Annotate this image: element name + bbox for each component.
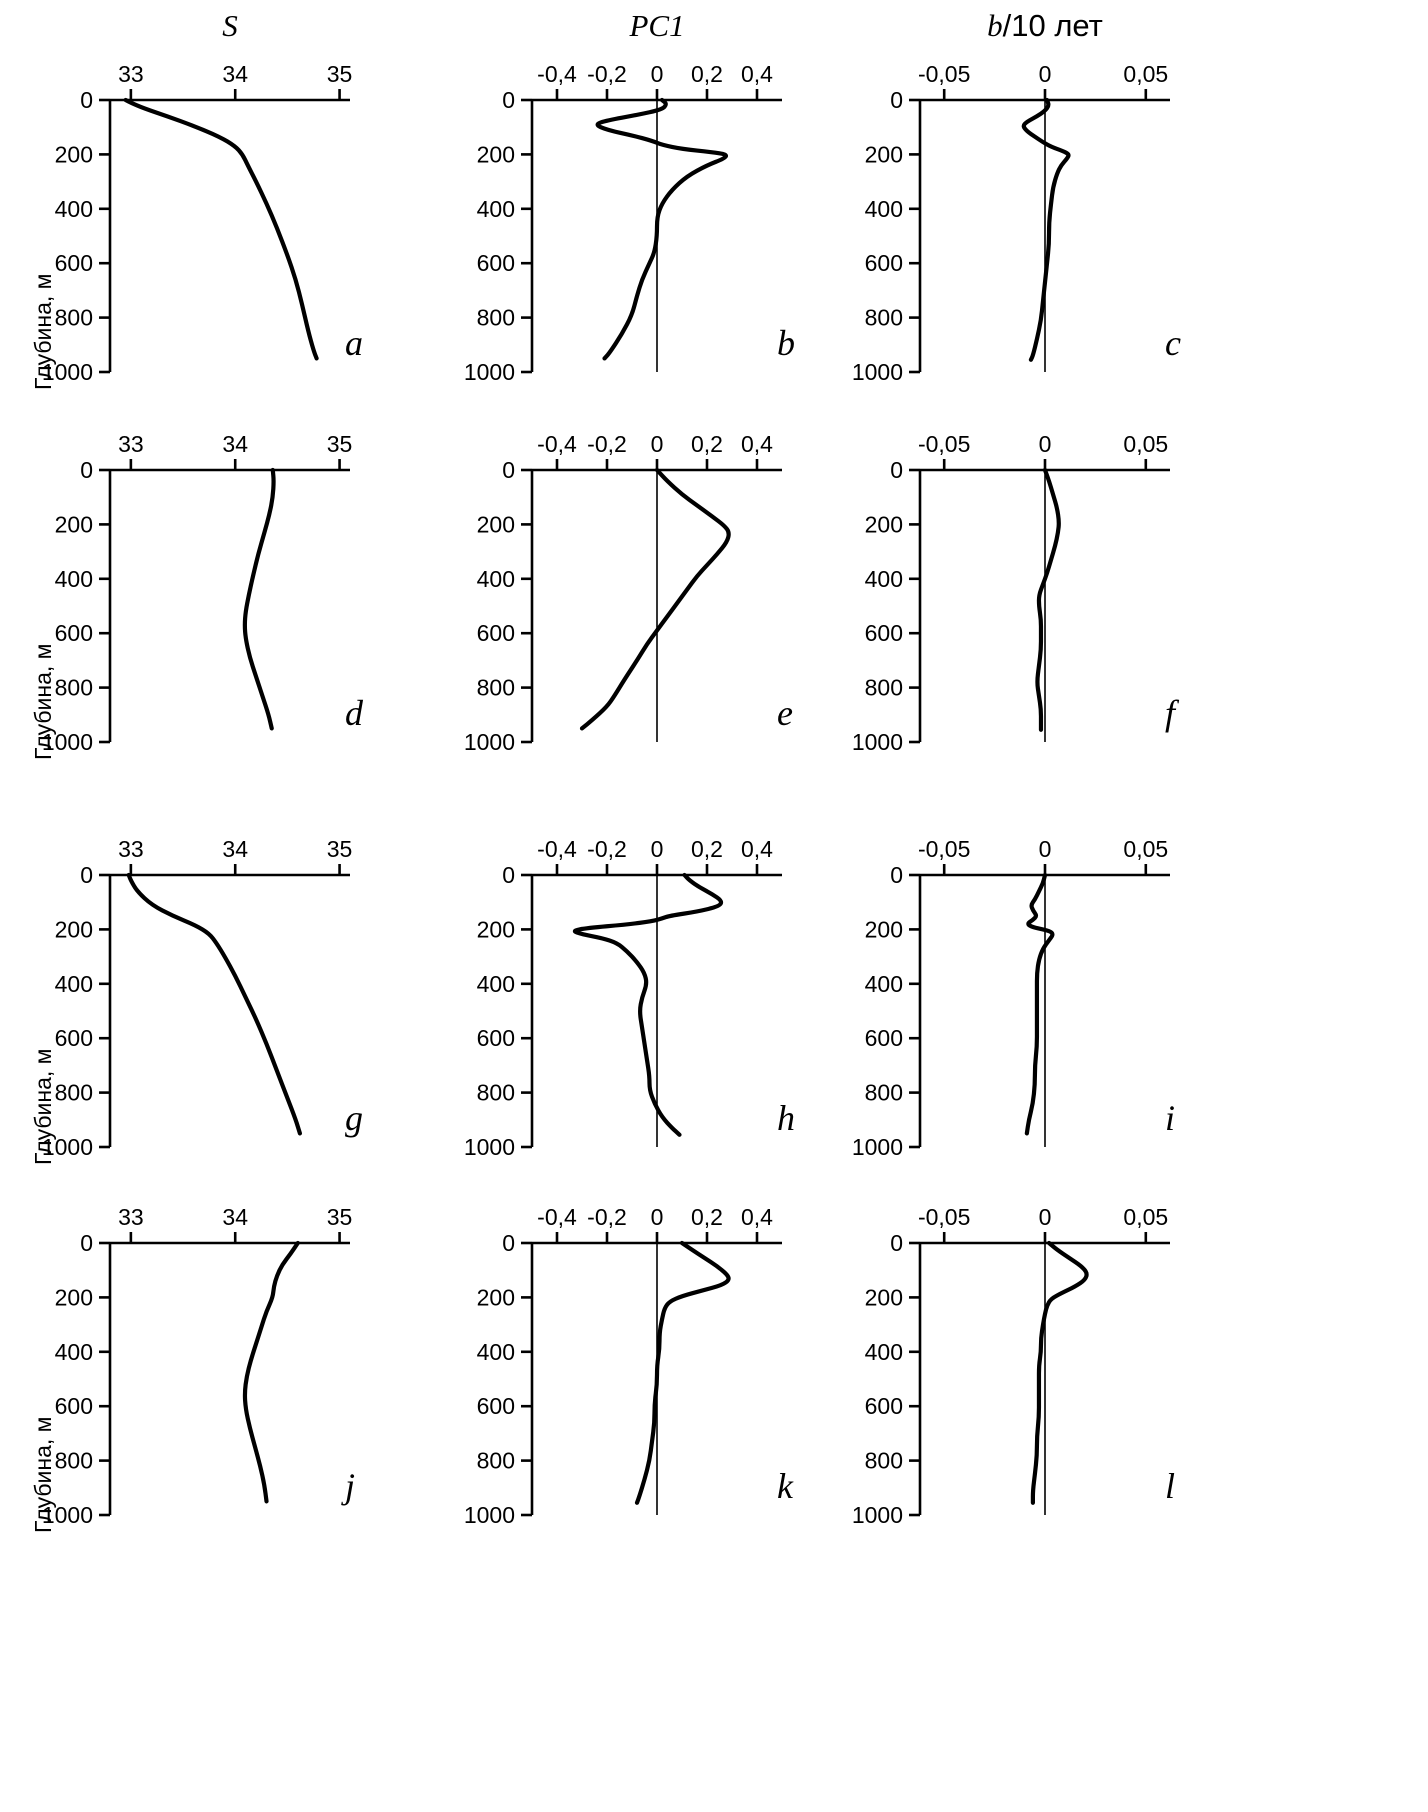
x-tick-label: 35 xyxy=(326,836,353,862)
x-tick-label: -0,05 xyxy=(917,836,971,862)
y-tick-label: 1000 xyxy=(851,359,903,385)
x-tick-label: 0,05 xyxy=(1123,836,1169,862)
y-tick-label: 200 xyxy=(476,511,515,538)
y-tick-label: 0 xyxy=(80,862,93,888)
x-tick-label: 0,2 xyxy=(691,836,723,862)
y-tick-label: 1000 xyxy=(463,729,515,755)
data-curve-c xyxy=(1024,100,1069,360)
y-tick-label: 600 xyxy=(54,1393,93,1420)
x-tick-label: 0 xyxy=(650,61,664,87)
data-curve-a xyxy=(126,100,317,358)
y-tick-label: 600 xyxy=(54,250,93,277)
panel-letter-h: h xyxy=(777,1098,795,1138)
x-tick-label: 34 xyxy=(222,61,249,87)
y-tick-label: 400 xyxy=(476,970,515,997)
x-tick-label: -0,4 xyxy=(537,431,577,457)
y-tick-label: 600 xyxy=(476,1393,515,1420)
y-tick-label: 400 xyxy=(476,1338,515,1365)
panel-letter-a: a xyxy=(345,323,363,363)
y-tick-label: 200 xyxy=(864,511,903,538)
y-tick-label: 800 xyxy=(476,674,515,701)
panel-letter-g: g xyxy=(345,1098,363,1138)
y-tick-label: 400 xyxy=(54,195,93,222)
y-tick-label: 200 xyxy=(54,511,93,538)
y-tick-label: 200 xyxy=(54,1284,93,1311)
y-tick-label: 600 xyxy=(476,1025,515,1052)
y-tick-label: 400 xyxy=(864,565,903,592)
y-tick-label: 600 xyxy=(864,1393,903,1420)
data-curve-d xyxy=(245,470,274,728)
x-tick-label: 0 xyxy=(650,1204,664,1230)
column-title-symbol: b xyxy=(987,8,1003,43)
x-tick-label: -0,05 xyxy=(917,431,971,457)
x-tick-label: 35 xyxy=(326,1204,353,1230)
y-tick-label: 0 xyxy=(80,87,93,113)
panel-letter-k: k xyxy=(777,1466,793,1506)
x-tick-label: 0 xyxy=(1038,61,1052,87)
x-tick-label: 0 xyxy=(650,431,664,457)
y-tick-label: 800 xyxy=(864,304,903,331)
y-tick-label: 600 xyxy=(864,250,903,277)
data-curve-h xyxy=(575,875,721,1135)
y-tick-label: 800 xyxy=(476,304,515,331)
x-tick-label: -0,4 xyxy=(537,1204,577,1230)
y-tick-label: 1000 xyxy=(463,1134,515,1160)
panel-letter-l: l xyxy=(1165,1466,1176,1506)
y-tick-label: 600 xyxy=(54,620,93,647)
x-tick-label: 33 xyxy=(118,836,144,862)
data-curve-g xyxy=(129,875,300,1133)
y-tick-label: 400 xyxy=(54,1338,93,1365)
data-curve-i xyxy=(1027,875,1053,1133)
y-tick-label: 200 xyxy=(476,916,515,943)
x-tick-label: 35 xyxy=(326,431,353,457)
y-tick-label: 800 xyxy=(54,304,93,331)
x-tick-label: 33 xyxy=(118,61,144,87)
panel-letter-i: i xyxy=(1165,1098,1176,1138)
panel-letter-j: j xyxy=(345,1466,356,1506)
column-title-suffix: /10 лет xyxy=(1002,8,1103,43)
y-tick-label: 600 xyxy=(864,1025,903,1052)
x-tick-label: 0 xyxy=(1038,836,1052,862)
data-curve-l xyxy=(1033,1243,1087,1503)
y-tick-label: 800 xyxy=(476,1079,515,1106)
x-tick-label: -0,05 xyxy=(917,1204,971,1230)
panel-letter-f: f xyxy=(1165,693,1176,733)
y-tick-label: 1000 xyxy=(41,359,93,385)
x-tick-label: -0,2 xyxy=(587,61,627,87)
data-curve-b xyxy=(598,100,726,358)
column-title-suffix: 1 xyxy=(669,8,685,43)
y-axis-label-row-3: Глубина, м xyxy=(30,1048,56,1165)
y-tick-label: 0 xyxy=(890,1230,903,1256)
y-tick-label: 1000 xyxy=(41,1502,93,1528)
y-tick-label: 200 xyxy=(54,141,93,168)
x-tick-label: 0,05 xyxy=(1123,61,1169,87)
y-tick-label: 600 xyxy=(476,250,515,277)
y-tick-label: 200 xyxy=(864,1284,903,1311)
y-tick-label: 400 xyxy=(864,195,903,222)
x-tick-label: 0,2 xyxy=(691,61,723,87)
y-tick-label: 200 xyxy=(864,916,903,943)
x-tick-label: 34 xyxy=(222,1204,249,1230)
y-tick-label: 0 xyxy=(502,1230,515,1256)
x-tick-label: 0,4 xyxy=(741,61,773,87)
x-tick-label: -0,2 xyxy=(587,1204,627,1230)
x-tick-label: 0,2 xyxy=(691,431,723,457)
x-tick-label: 0 xyxy=(1038,1204,1052,1230)
y-tick-label: 800 xyxy=(864,1447,903,1474)
y-tick-label: 0 xyxy=(80,1230,93,1256)
x-tick-label: 0,05 xyxy=(1123,1204,1169,1230)
y-tick-label: 800 xyxy=(864,1079,903,1106)
x-tick-label: -0,2 xyxy=(587,836,627,862)
data-curve-f xyxy=(1037,470,1058,730)
y-tick-label: 600 xyxy=(864,620,903,647)
y-tick-label: 1000 xyxy=(851,729,903,755)
y-tick-label: 1000 xyxy=(463,359,515,385)
y-tick-label: 1000 xyxy=(463,1502,515,1528)
y-tick-label: 400 xyxy=(864,1338,903,1365)
data-curve-k xyxy=(637,1243,729,1503)
y-tick-label: 800 xyxy=(476,1447,515,1474)
column-title-symbol: S xyxy=(222,8,238,43)
y-tick-label: 400 xyxy=(54,970,93,997)
x-tick-label: -0,4 xyxy=(537,836,577,862)
y-tick-label: 0 xyxy=(502,87,515,113)
column-title-symbol: PC xyxy=(629,8,670,43)
panel-letter-e: e xyxy=(777,693,793,733)
x-tick-label: 33 xyxy=(118,431,144,457)
data-curve-e xyxy=(582,470,729,728)
x-tick-label: 34 xyxy=(222,431,249,457)
y-tick-label: 400 xyxy=(476,195,515,222)
x-tick-label: 35 xyxy=(326,61,353,87)
x-tick-label: 0 xyxy=(650,836,664,862)
y-tick-label: 800 xyxy=(54,1079,93,1106)
column-title-salinity xyxy=(50,8,410,44)
y-tick-label: 200 xyxy=(476,1284,515,1311)
y-tick-label: 800 xyxy=(54,1447,93,1474)
y-tick-label: 1000 xyxy=(41,1134,93,1160)
x-tick-label: 0,4 xyxy=(741,431,773,457)
y-tick-label: 200 xyxy=(864,141,903,168)
y-tick-label: 600 xyxy=(54,1025,93,1052)
y-tick-label: 0 xyxy=(890,457,903,483)
column-title-pc1 xyxy=(472,8,842,44)
y-tick-label: 1000 xyxy=(851,1134,903,1160)
y-tick-label: 1000 xyxy=(41,729,93,755)
y-tick-label: 0 xyxy=(890,862,903,888)
x-tick-label: 0,05 xyxy=(1123,431,1169,457)
panel-letter-c: c xyxy=(1165,323,1181,363)
y-axis-label-row-4: Глубина, м xyxy=(30,1416,56,1533)
y-tick-label: 200 xyxy=(54,916,93,943)
x-tick-label: 0,4 xyxy=(741,836,773,862)
y-tick-label: 0 xyxy=(502,457,515,483)
x-tick-label: 34 xyxy=(222,836,249,862)
y-tick-label: 800 xyxy=(864,674,903,701)
panel-letter-d: d xyxy=(345,693,363,733)
y-tick-label: 0 xyxy=(890,87,903,113)
x-tick-label: 0,2 xyxy=(691,1204,723,1230)
y-tick-label: 0 xyxy=(502,862,515,888)
y-tick-label: 400 xyxy=(476,565,515,592)
y-tick-label: 600 xyxy=(476,620,515,647)
y-tick-label: 400 xyxy=(864,970,903,997)
data-curve-j xyxy=(245,1243,298,1501)
column-title-trend xyxy=(860,8,1230,44)
y-tick-label: 200 xyxy=(476,141,515,168)
y-tick-label: 800 xyxy=(54,674,93,701)
x-tick-label: 0,4 xyxy=(741,1204,773,1230)
x-tick-label: -0,4 xyxy=(537,61,577,87)
y-tick-label: 1000 xyxy=(851,1502,903,1528)
y-axis-label-row-2: Глубина, м xyxy=(30,643,56,760)
y-tick-label: 400 xyxy=(54,565,93,592)
x-tick-label: 33 xyxy=(118,1204,144,1230)
x-tick-label: -0,05 xyxy=(917,61,971,87)
y-axis-label-row-1: Глубина, м xyxy=(30,273,56,390)
y-tick-label: 0 xyxy=(80,457,93,483)
panel-letter-b: b xyxy=(777,323,795,363)
x-tick-label: 0 xyxy=(1038,431,1052,457)
x-tick-label: -0,2 xyxy=(587,431,627,457)
